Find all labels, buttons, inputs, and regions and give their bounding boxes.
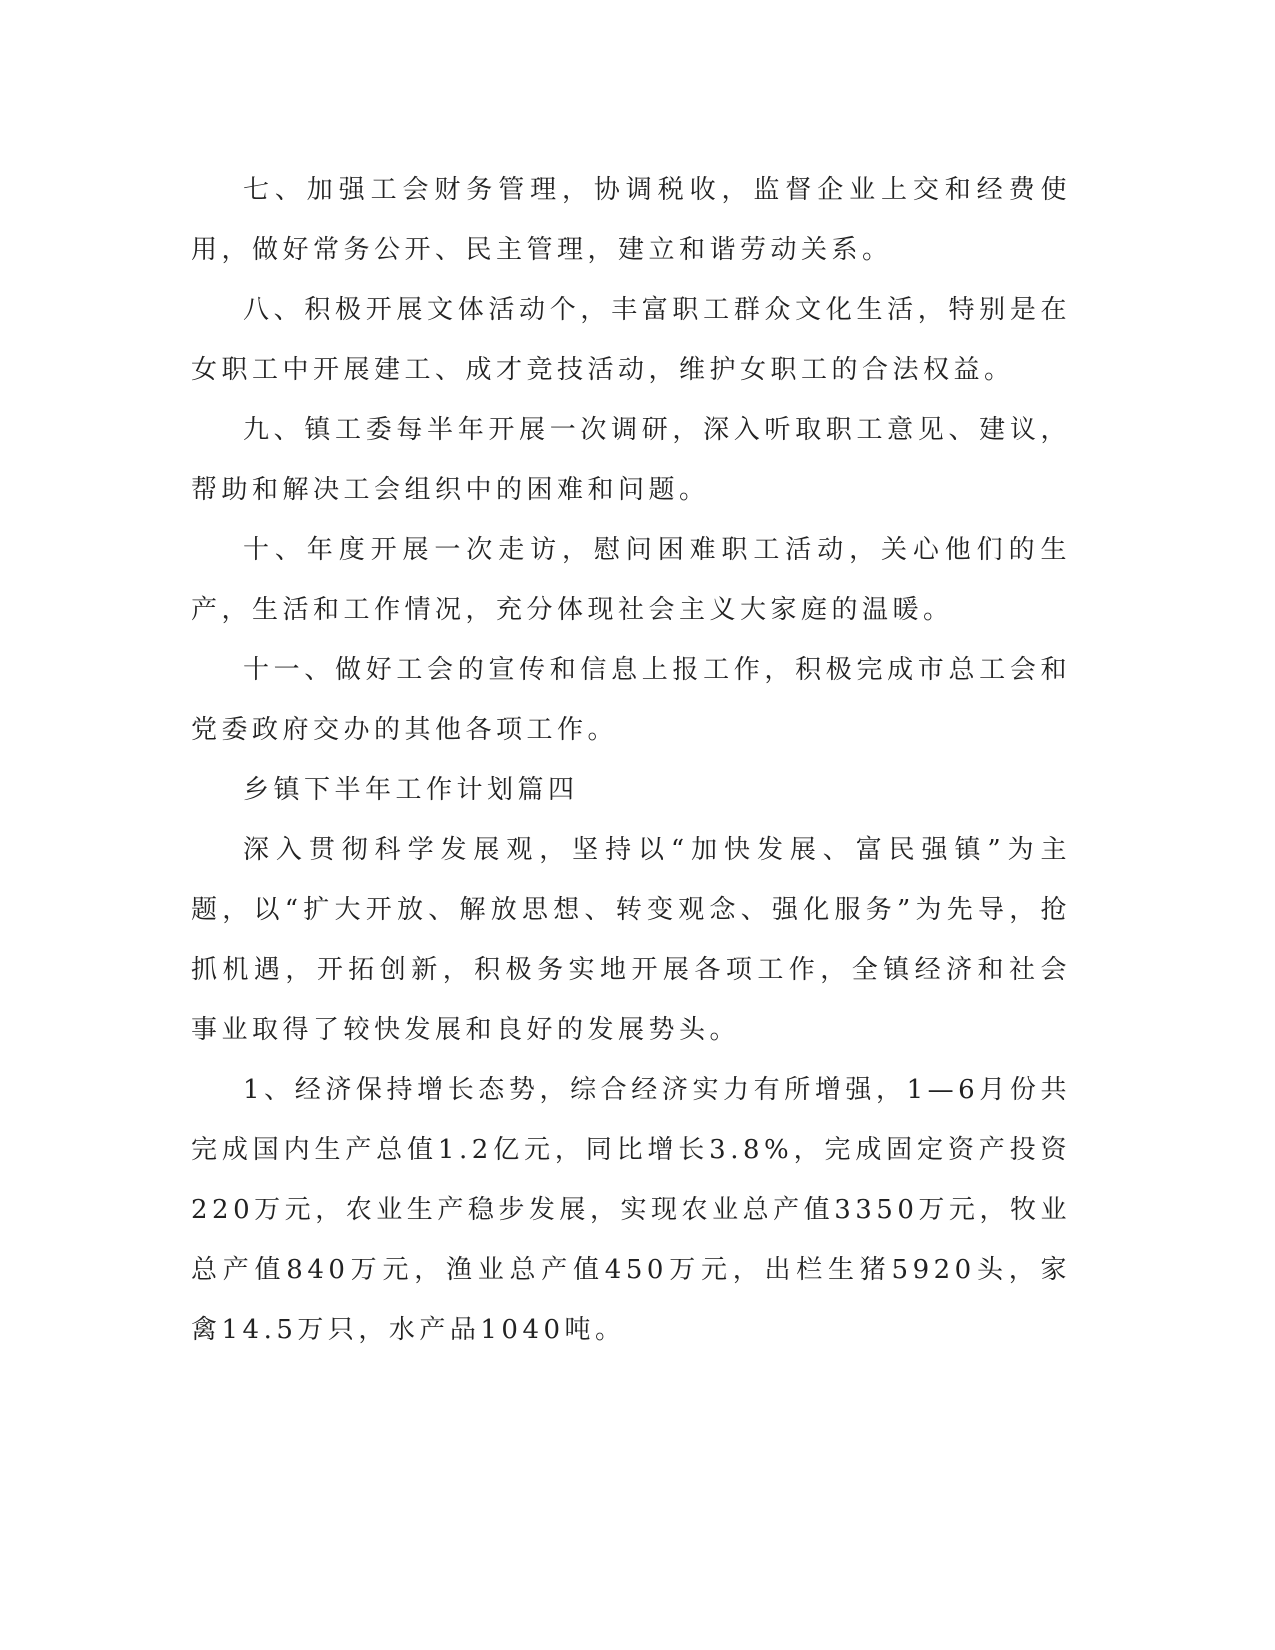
section-heading: 乡镇下半年工作计划篇四 [243,775,579,805]
paragraph-item-9: 九、镇工委每半年开展一次调研，深入听取职工意见、建议，帮助和解决工会组织中的困难和问题。 [191,415,1071,505]
paragraph-item-11: 十一、做好工会的宣传和信息上报工作，积极完成市总工会和党委政府交办的其他各项工作。 [191,655,1071,745]
intro-paragraph: 深入贯彻科学发展观，坚持以“加快发展、富民强镇”为主题，以“扩大开放、解放思想、转变观念、强化服务”为先导，抢抓机遇，开拓创新，积极务实地开展各项工作，全镇经济和社会事业取得了较快发展和良好的发展势头。 [191,835,1071,1045]
economy-paragraph: 1、经济保持增长态势，综合经济实力有所增强，1—6月份共完成国内生产总值1.2亿元，同比增长3.8%，完成固定资产投资220万元，农业生产稳步发展，实现农业总产值3350万元，牧业总产值840万元，渔业总产值450万元，出栏生猪5920头，家禽14.5万只，水产品1040吨。 [191,1075,1071,1345]
paragraph-item-10: 十、年度开展一次走访，慰问困难职工活动，关心他们的生产，生活和工作情况，充分体现社会主义大家庭的温暖。 [191,535,1071,625]
paragraph-item-8: 八、积极开展文体活动个，丰富职工群众文化生活，特别是在女职工中开展建工、成才竞技活动，维护女职工的合法权益。 [191,295,1071,385]
paragraph-item-7: 七、加强工会财务管理，协调税收，监督企业上交和经费使用，做好常务公开、民主管理，建立和谐劳动关系。 [191,175,1071,265]
document-body [191,160,1071,1360]
